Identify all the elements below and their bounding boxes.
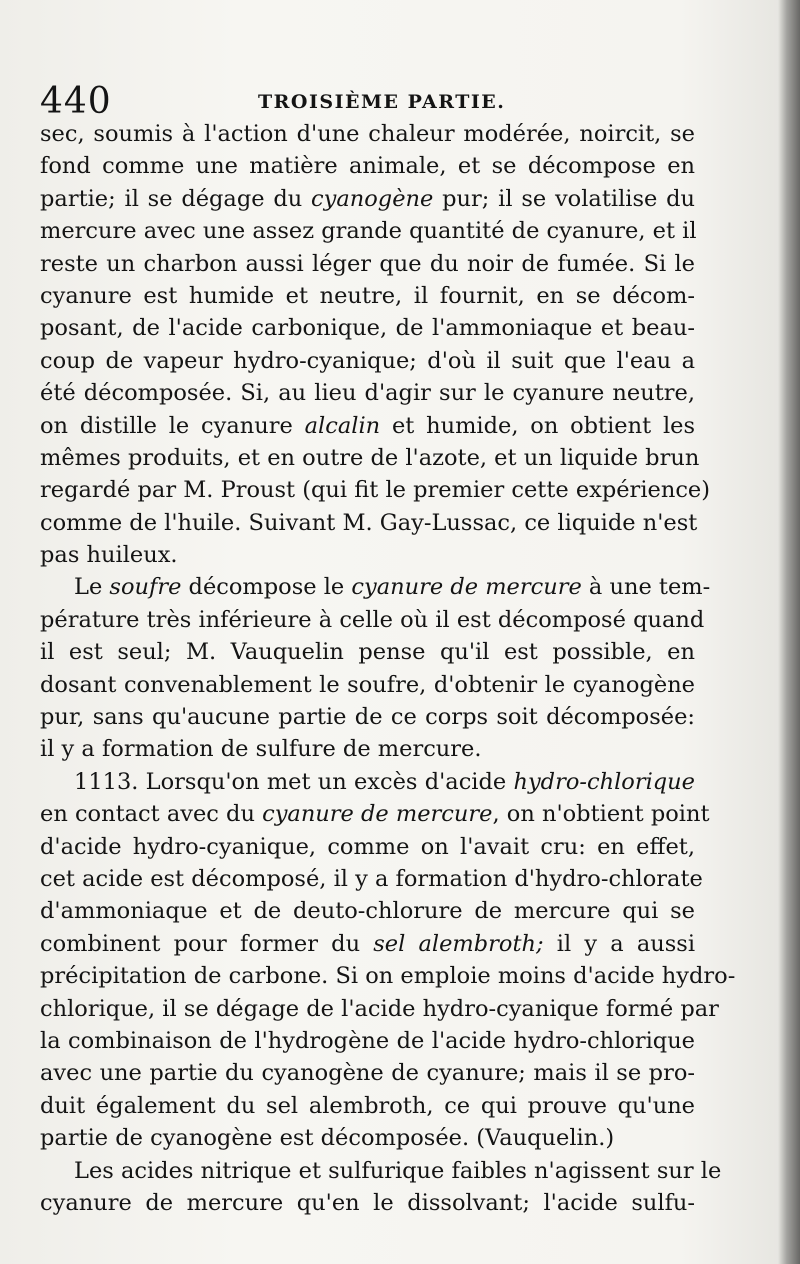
text-segment: sec, soumis à l'action d'une chaleur modérée, noircit, se [40, 121, 695, 147]
text-segment: pérature très inférieure à celle où il est décomposé quand [40, 606, 705, 633]
text-segment: Le [74, 574, 110, 601]
text-line [40, 928, 695, 960]
italic-term: sel alembroth; [373, 930, 544, 957]
text-line [40, 118, 695, 150]
text-segment: cyanure est humide et neutre, il fournit, en se décom- [40, 282, 695, 309]
text-segment: coup de vapeur hydro-cyanique; d'où il suit que l'eau a [40, 347, 695, 374]
text-line [40, 863, 703, 895]
text-segment: avec une partie du cyanogène de cyanure; mais il se pro- [40, 1060, 695, 1087]
text-segment: en contact avec du [40, 801, 263, 828]
text-line [40, 733, 695, 765]
text-segment: , on n'obtient point [492, 801, 710, 828]
italic-term: hydro-chlorique [513, 768, 695, 795]
text-segment: d'ammoniaque et de deuto-chlorure de mercure qui se [40, 898, 695, 925]
text-line [40, 701, 695, 733]
text-line [40, 1057, 695, 1089]
text-segment: cyanure de mercure qu'en le dissolvant; l'acide sulfu- [40, 1189, 695, 1216]
page-number: 440 [40, 81, 112, 122]
text-line [40, 150, 695, 182]
text-line [40, 248, 695, 280]
text-line [40, 474, 711, 506]
text-line [40, 312, 695, 344]
text-line [40, 604, 705, 636]
text-segment: cet acide est décomposé, il y a formation d'hydro-chlorate [40, 865, 703, 892]
text-segment: on distille le cyanure [40, 412, 305, 439]
text-line [40, 669, 695, 701]
text-line [40, 1025, 695, 1057]
text-line [40, 377, 695, 409]
text-segment: fond comme une matière animale, et se décompose en [40, 153, 695, 180]
text-line [40, 895, 695, 927]
text-line [40, 993, 719, 1025]
text-segment: précipitation de carbone. Si on emploie moins d'acide hydro- [40, 963, 736, 990]
text-line [40, 442, 700, 474]
text-line [40, 766, 695, 798]
italic-term: cyanure de mercure [351, 574, 582, 601]
text-segment: reste un charbon aussi léger que du noir de fumée. Si le [40, 250, 695, 277]
text-segment: 1113. Lorsqu'on met un excès d'acide [74, 768, 514, 795]
text-segment: pur; il se volatilise du [433, 185, 696, 212]
body-text [40, 118, 736, 1219]
text-segment: mercure avec une assez grande quantité de cyanure, et il [40, 218, 697, 245]
text-segment: décompose le [181, 574, 352, 601]
text-segment: duit également du sel alembroth, ce qui prouve qu'une [40, 1092, 695, 1119]
text-segment: posant, de l'acide carbonique, de l'ammoniaque et beau- [40, 315, 695, 342]
text-line [40, 1155, 722, 1187]
page-edge-shadow [778, 0, 800, 1264]
italic-term: cyanure de mercure [262, 801, 493, 828]
text-line [40, 507, 698, 539]
text-segment: pas huileux. [40, 542, 178, 569]
text-segment: il y a aussi [543, 930, 696, 957]
text-segment: la combinaison de l'hydrogène de l'acide hydro-chlorique [40, 1027, 695, 1054]
text-segment: et humide, on obtient les [380, 412, 696, 439]
text-line [40, 345, 695, 377]
text-segment: été décomposée. Si, au lieu d'agir sur le cyanure neutre, [40, 380, 695, 407]
text-segment: regardé par M. Proust (qui fit le premier cette expérience) [40, 477, 711, 504]
text-line [40, 539, 695, 571]
text-line [40, 1122, 695, 1154]
text-segment: il y a formation de sulfure de mercure. [40, 736, 482, 763]
text-segment: chlorique, il se dégage de l'acide hydro-cyanique formé par [40, 995, 719, 1022]
text-segment: il est seul; M. Vauquelin pense qu'il est possible, en [40, 639, 695, 666]
running-head: TROISIÈME PARTIE. [258, 91, 506, 113]
text-segment: comme de l'huile. Suivant M. Gay-Lussac, ce liquide n'est [40, 509, 698, 536]
text-segment: à une tem- [581, 574, 711, 601]
italic-term: cyanogène [311, 185, 434, 212]
text-segment: Les acides nitrique et sulfurique faibles n'agissent sur le [74, 1157, 722, 1184]
text-line [40, 798, 710, 830]
text-segment: pur, sans qu'aucune partie de ce corps soit décomposée: [40, 704, 695, 731]
text-line [40, 1187, 695, 1219]
text-segment: dosant convenablement le soufre, d'obtenir le cyanogène [40, 671, 695, 698]
text-line [40, 280, 695, 312]
text-line [40, 1090, 695, 1122]
text-line [40, 831, 695, 863]
italic-term: soufre [109, 574, 182, 601]
text-line [40, 183, 695, 215]
text-line [40, 636, 695, 668]
text-segment: partie de cyanogène est décomposée. (Vauquelin.) [40, 1125, 615, 1152]
text-segment: combinent pour former du [40, 930, 374, 957]
text-line [40, 571, 711, 603]
text-line [40, 215, 695, 247]
italic-term: alcalin [304, 412, 381, 439]
text-segment: mêmes produits, et en outre de l'azote, et un liquide brun [40, 444, 700, 471]
text-line [40, 410, 695, 442]
text-line [40, 960, 736, 992]
text-segment: partie; il se dégage du [40, 185, 312, 212]
text-segment: d'acide hydro-cyanique, comme on l'avait cru: en effet, [40, 833, 695, 860]
